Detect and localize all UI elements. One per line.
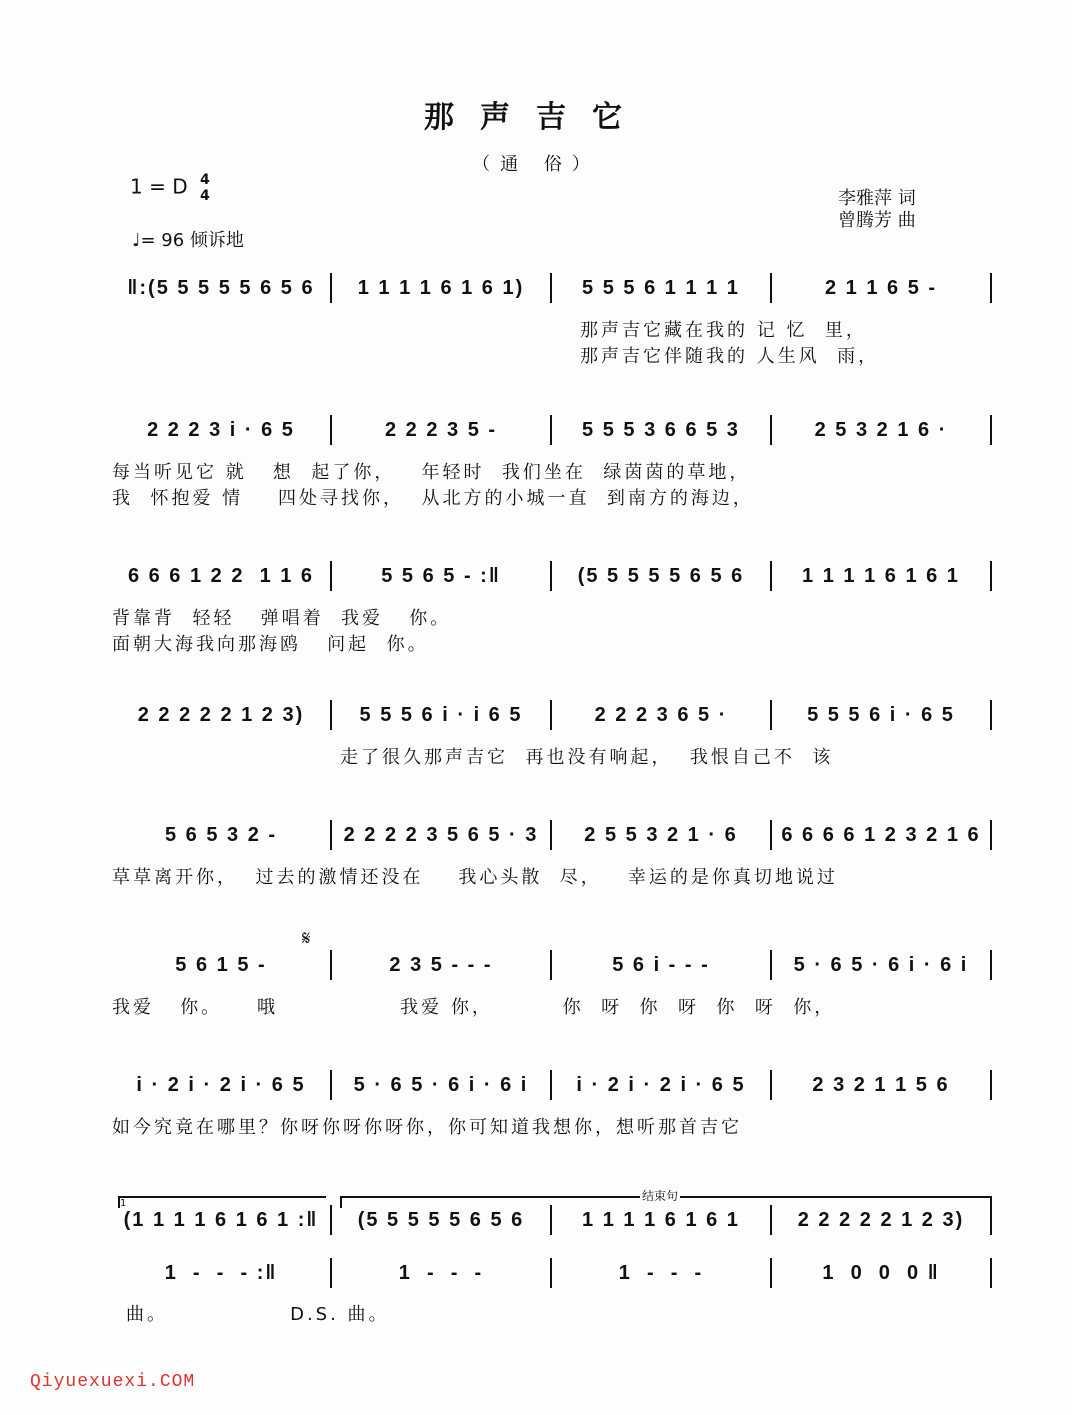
segno-sign: 𝄋 <box>302 926 311 950</box>
measure: 5 5 5 6 1 1 1 1 <box>552 273 772 303</box>
staff-line <box>112 1258 992 1288</box>
measure: 2 2 2 3 i · 6 5 <box>112 415 332 445</box>
measure: 2 3 2 1 1 5 6 <box>772 1070 992 1100</box>
measure: 1 - - - :‖ <box>112 1258 332 1288</box>
composer: 曾腾芳 曲 <box>838 210 916 231</box>
measure: 2 2 2 2 3 5 6 5 · 3 <box>332 820 552 850</box>
measure: 6 6 6 6 1 2 3 2 1 6 <box>772 820 992 850</box>
measure: 2 2 2 3 5 - <box>332 415 552 445</box>
lyric-line: 走了很久那声吉它 再也没有响起， 我恨自己不 该 <box>340 747 834 768</box>
credits <box>838 188 916 232</box>
measure: 1 0 0 0 ‖ <box>772 1258 992 1288</box>
measure: 1 - - - <box>552 1258 772 1288</box>
time-top: 4 <box>199 172 210 188</box>
measure: 2 3 5 - - - <box>332 950 552 980</box>
measure: (5 5 5 5 5 6 5 6 <box>552 561 772 591</box>
time-signature <box>200 172 210 204</box>
measure: (1 1 1 1 6 1 6 1 :‖ <box>112 1205 332 1235</box>
tempo-marking: ♩= 96 倾诉地 <box>132 230 244 251</box>
measure: 2 2 2 2 2 1 2 3) <box>112 700 332 730</box>
measure: 5 6 i - - - <box>552 950 772 980</box>
measure: 6 6 6 1 2 2 1 1 6 <box>112 561 332 591</box>
time-bottom: 4 <box>199 188 210 204</box>
lyric-line: 背靠背 轻轻 弹唱着 我爱 你。 <box>112 608 452 629</box>
measure: 2 1 1 6 5 - <box>772 273 992 303</box>
staff-line <box>112 273 992 303</box>
lyricist: 李雅萍 词 <box>838 188 916 209</box>
measure: 5 5 5 6 i · i 6 5 <box>332 700 552 730</box>
volta-label: 1 <box>120 1198 127 1209</box>
staff-line <box>112 820 992 850</box>
measure: (5 5 5 5 5 6 5 6 <box>332 1205 552 1235</box>
song-title: 那声吉它 <box>424 100 648 135</box>
measure: i · 2 i · 2 i · 6 5 <box>112 1070 332 1100</box>
measure: 5 5 5 6 i · 6 5 <box>772 700 992 730</box>
lyric-line: 我爱 你。 哦 我爱 你， 你 呀 你 呀 你 呀 你， <box>112 997 836 1018</box>
measure: 5 · 6 5 · 6 i · 6 i <box>772 950 992 980</box>
measure: 2 2 2 2 2 1 2 3) <box>772 1205 992 1235</box>
measure: 1 1 1 1 6 1 6 1 <box>772 561 992 591</box>
lyric-line: 草草离开你， 过去的激情还没在 我心头散 尽， 幸运的是你真切地说过 <box>112 867 838 888</box>
lyric-line: 曲。 D.S. 曲。 <box>126 1304 390 1325</box>
measure: 5 5 6 5 - :‖ <box>332 561 552 591</box>
lyric-line: 每当听见它 就 想 起了你， 年轻时 我们坐在 绿茵茵的草地， <box>112 462 751 483</box>
staff-line <box>112 1205 992 1235</box>
key-label: 1 = D <box>130 174 188 199</box>
measure: 2 5 5 3 2 1 · 6 <box>552 820 772 850</box>
lyric-line: 如今究竟在哪里？你呀你呀你呀你，你可知道我想你，想听那首吉它 <box>112 1117 742 1138</box>
ending-label: 结束句 <box>642 1189 679 1203</box>
key-signature <box>130 172 210 204</box>
lyric-line: 我 怀抱爱 情 四处寻找你， 从北方的小城一直 到南方的海边， <box>112 488 754 509</box>
first-ending-bracket <box>118 1196 326 1208</box>
staff-line <box>112 561 992 591</box>
lyric-line: 面朝大海我向那海鸥 问起 你。 <box>112 634 429 655</box>
measure: 1 - - - <box>332 1258 552 1288</box>
measure: i · 2 i · 2 i · 6 5 <box>552 1070 772 1100</box>
staff-line <box>112 415 992 445</box>
watermark: Qiyuexuexi.COM <box>30 1372 196 1392</box>
lyric-line: 那声吉它伴随我的 人生风 雨， <box>580 346 880 367</box>
staff-line <box>112 700 992 730</box>
measure: ‖:(5 5 5 5 5 6 5 6 <box>112 273 332 303</box>
measure: 5 5 5 3 6 6 5 3 <box>552 415 772 445</box>
genre-label: （通 俗） <box>472 154 600 175</box>
measure: 5 6 1 5 - <box>112 950 332 980</box>
measure: 1 1 1 1 6 1 6 1) <box>332 273 552 303</box>
measure: 2 5 3 2 1 6 · <box>772 415 992 445</box>
staff-line <box>112 950 992 980</box>
measure: 5 6 5 3 2 - <box>112 820 332 850</box>
measure: 5 · 6 5 · 6 i · 6 i <box>332 1070 552 1100</box>
lyric-line: 那声吉它藏在我的 记 忆 里， <box>580 320 867 341</box>
measure: 1 1 1 1 6 1 6 1 <box>552 1205 772 1235</box>
measure: 2 2 2 3 6 5 · <box>552 700 772 730</box>
staff-line <box>112 1070 992 1100</box>
